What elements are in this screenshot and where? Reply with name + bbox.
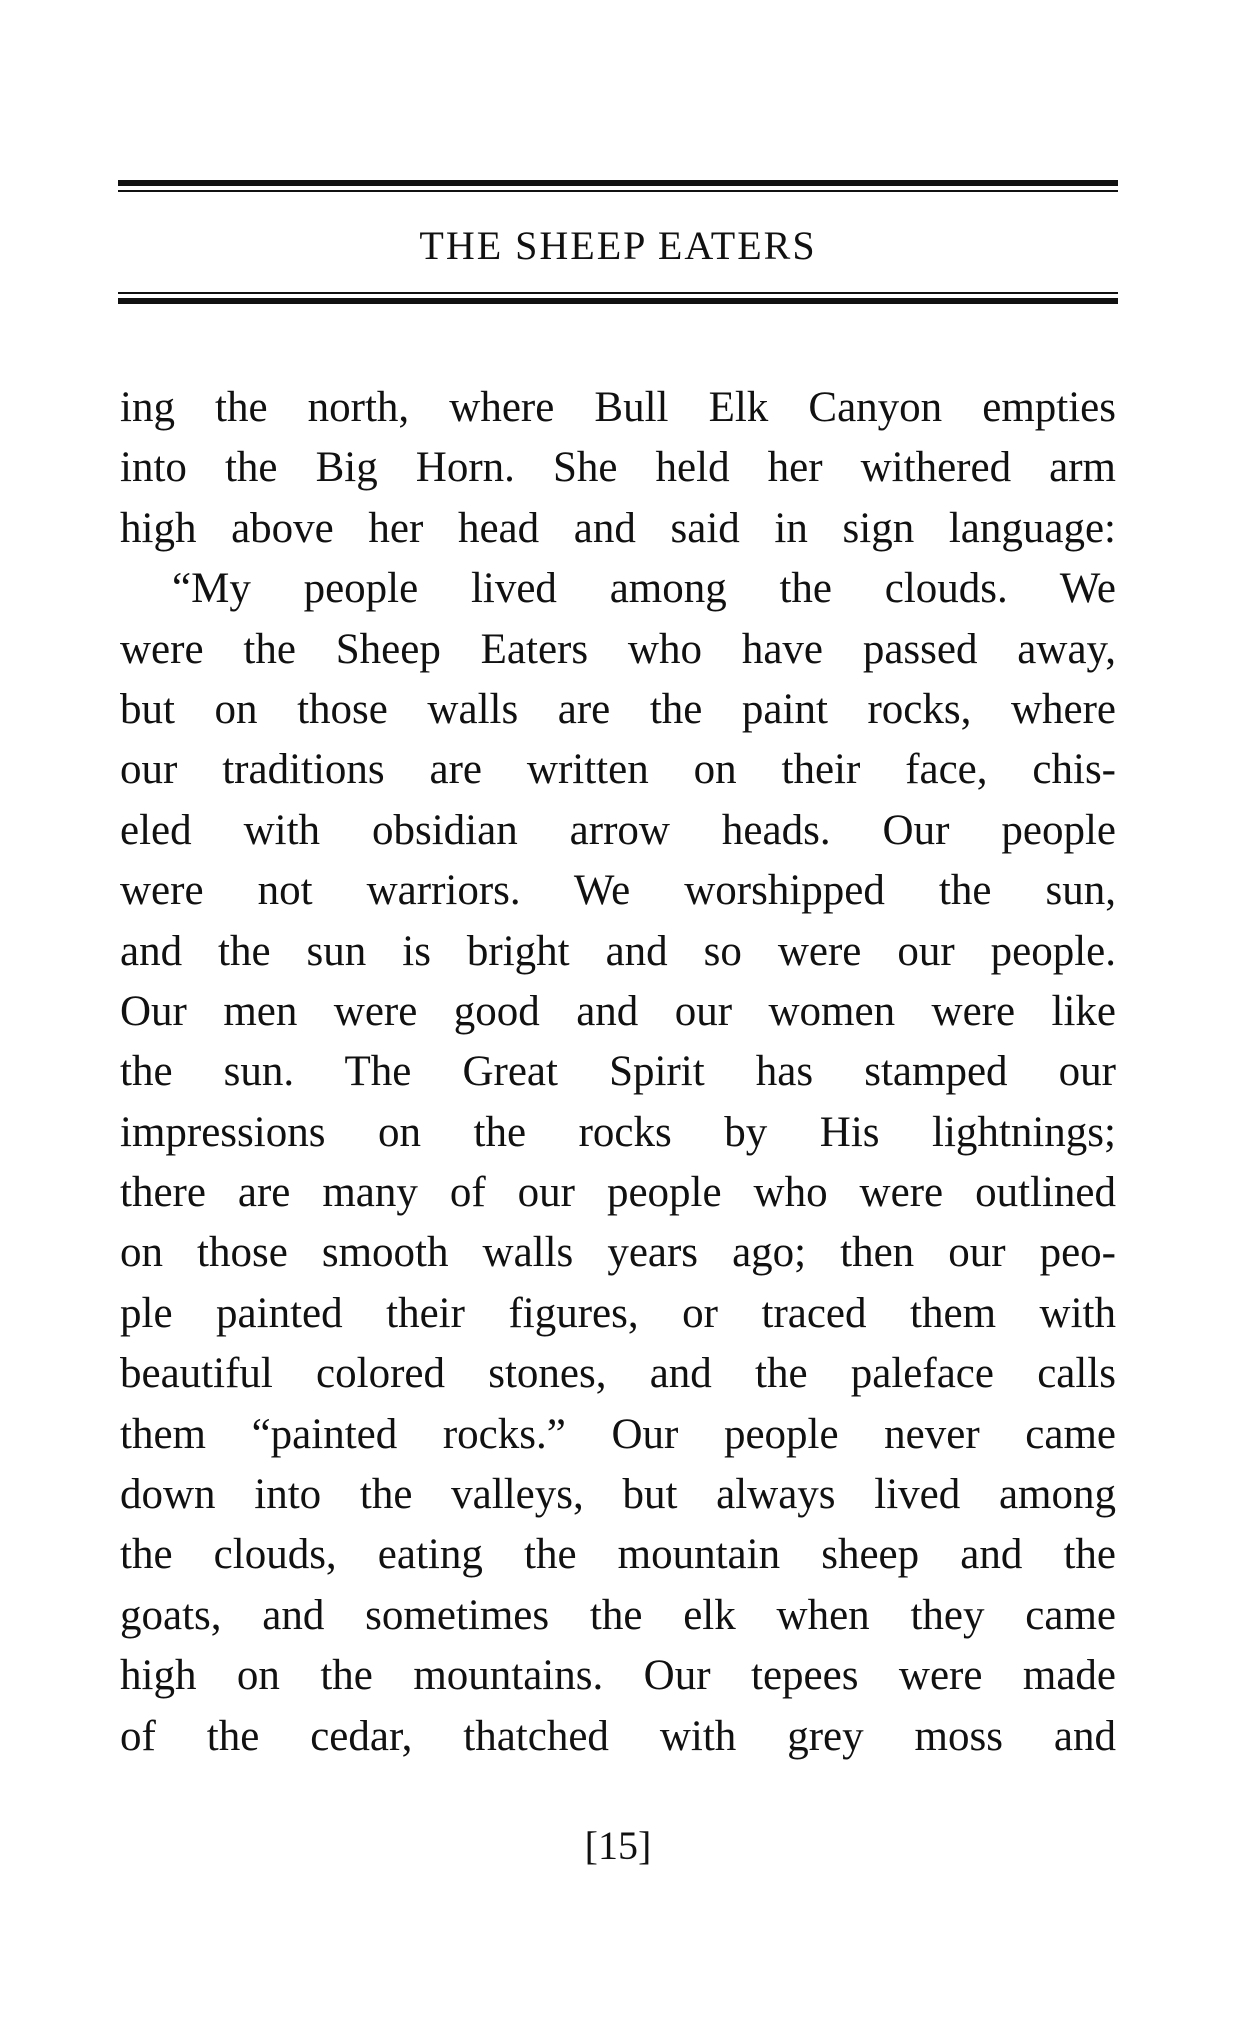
text-line: of the cedar, thatched with grey moss and (120, 1712, 1116, 1760)
text-line: Our men were good and our women were like (120, 987, 1116, 1035)
text-line: ing the north, where Bull Elk Canyon empties (120, 384, 1116, 431)
text-line: were the Sheep Eaters who have passed away, (120, 625, 1116, 673)
text-line: into the Big Horn. She held her withered arm (120, 444, 1116, 492)
text-line: down into the valleys, but always lived among (120, 1471, 1116, 1519)
text-line: goats, and sometimes the elk when they came (120, 1591, 1116, 1639)
page-number: [15] (584, 1823, 652, 1868)
text-line: eled with obsidian arrow heads. Our people (120, 806, 1116, 854)
text-line: and the sun is bright and so were our people. (120, 927, 1116, 975)
text-line: our traditions are written on their face, chis- (120, 746, 1116, 794)
text-line: beautiful colored stones, and the paleface calls (120, 1350, 1116, 1398)
header-rule-bottom (118, 292, 1118, 304)
text-line: on those smooth walls years ago; then our peo- (120, 1229, 1116, 1277)
text-line: were not warriors. We worshipped the sun, (120, 867, 1116, 915)
text-line: but on those walls are the paint rocks, where (120, 685, 1116, 733)
text-line: them “painted rocks.” Our people never came (120, 1410, 1116, 1458)
header-rule-top (118, 180, 1118, 192)
text-line: high above her head and said in sign language: (120, 504, 1116, 552)
text-line: “My people lived among the clouds. We (172, 565, 1116, 613)
body-text (120, 378, 1116, 1767)
text-line: there are many of our people who were outlined (120, 1169, 1116, 1217)
text-line: the sun. The Great Spirit has stamped our (120, 1048, 1116, 1096)
text-line: impressions on the rocks by His lightnings; (120, 1108, 1116, 1156)
text-line: ple painted their figures, or traced them with (120, 1289, 1116, 1337)
text-line: the clouds, eating the mountain sheep and the (120, 1531, 1116, 1579)
text-line: high on the mountains. Our tepees were made (120, 1652, 1116, 1700)
running-head: THE SHEEP EATERS (419, 223, 817, 268)
